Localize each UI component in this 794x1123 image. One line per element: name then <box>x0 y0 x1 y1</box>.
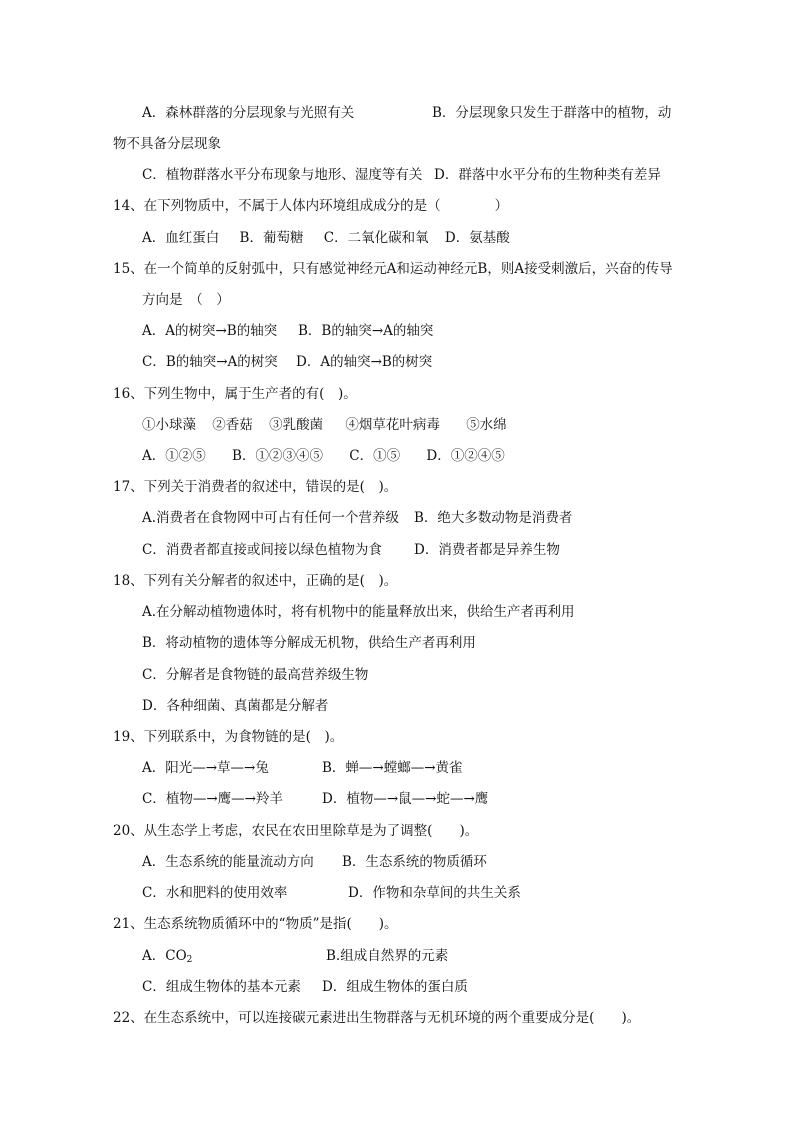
q14-option-d: D．氨基酸 <box>444 230 510 246</box>
q15-stem-line2: 方向是 （ ） <box>142 292 230 308</box>
q15-option-c: C．B的轴突→A的树突 <box>142 354 278 370</box>
q18-option-d: D．各种细菌、真菌都是分解者 <box>142 698 329 714</box>
q14-stem: 14、在下列物质中，不属于人体内环境组成成分的是（ ） <box>113 198 509 214</box>
q16-item-5: ⑤水绵 <box>466 417 507 433</box>
q13-option-c: C．植物群落水平分布现象与地形、湿度等有关 <box>142 167 423 183</box>
q17-option-a: A.消费者在食物网中可占有任何一个营养级 <box>142 510 400 526</box>
q16-option-a: A．①②⑤ <box>142 448 206 464</box>
q17-option-d: D．消费者都是异养生物 <box>414 542 560 558</box>
q18-option-b: B．将动植物的遗体等分解成无机物，供给生产者再利用 <box>142 635 476 651</box>
q21-option-d: D．组成生物体的蛋白质 <box>322 979 468 995</box>
q19-option-d: D．植物—→鼠—→蛇—→鹰 <box>322 791 489 807</box>
q17-option-c: C．消费者都直接或间接以绿色植物为食 <box>142 542 382 558</box>
q16-option-b: B．①②③④⑤ <box>232 448 323 464</box>
q17-stem: 17、下列关于消费者的叙述中，错误的是( )。 <box>113 479 398 495</box>
q14-option-a: A．血红蛋白 <box>142 230 220 246</box>
q21-option-a-text: A．CO <box>142 948 187 964</box>
q16-item-1: ①小球藻 <box>142 417 196 433</box>
q19-option-c: C．植物—→鹰—→羚羊 <box>142 791 283 807</box>
q20-option-c: C．水和肥料的使用效率 <box>142 885 288 901</box>
q15-option-a: A．A的树突→B的轴突 <box>142 323 278 339</box>
q15-option-b: B．B的轴突→A的轴突 <box>298 323 434 339</box>
q16-item-4: ④烟草花叶病毒 <box>345 417 440 433</box>
q13-option-b-line1: B．分层现象只发生于群落中的植物，动 <box>432 105 672 121</box>
q21-option-b: B.组成自然界的元素 <box>326 948 449 964</box>
q21-stem: 21、生态系统物质循环中的“物质”是指( )。 <box>113 916 398 932</box>
q16-stem: 16、下列生物中，属于生产者的有( )。 <box>113 386 357 402</box>
q16-item-2: ②香菇 <box>212 417 253 433</box>
q16-option-c: C．①⑤ <box>349 448 401 464</box>
q19-option-a: A．阳光—→草—→兔 <box>142 760 269 776</box>
q18-option-a: A.在分解动植物遗体时，将有机物中的能量释放出来，供给生产者再利用 <box>142 604 575 620</box>
q15-stem-line1: 15、在一个简单的反射弧中，只有感觉神经元A和运动神经元B，则A接受刺激后，兴奋的传导 <box>113 261 673 277</box>
q19-stem: 19、下列联系中，为食物链的是( )。 <box>113 729 344 745</box>
q21-option-a-subscript: 2 <box>186 955 193 965</box>
q13-option-b-line2: 物不具备分层现象 <box>113 136 221 152</box>
q22-stem: 22、在生态系统中，可以连接碳元素进出生物群落与无机环境的两个重要成分是( )。 <box>113 1010 641 1026</box>
q19-option-b: B．蝉—→螳螂—→黄雀 <box>322 760 463 776</box>
q16-option-d: D．①②④⑤ <box>426 448 505 464</box>
q14-options <box>142 229 510 247</box>
q13-option-a: A．森林群落的分层现象与光照有关 <box>142 105 355 121</box>
q20-option-d: D．作物和杂草间的共生关系 <box>348 885 521 901</box>
q14-option-b: B．葡萄糖 <box>239 230 304 246</box>
q21-option-a <box>142 947 192 969</box>
q16-options <box>142 447 505 465</box>
q18-stem: 18、下列有关分解者的叙述中，正确的是( )。 <box>113 573 398 589</box>
q16-items <box>142 416 507 434</box>
q15-option-d: D．A的轴突→B的树突 <box>296 354 433 370</box>
q20-option-a: A．生态系统的能量流动方向 <box>142 854 314 870</box>
q21-option-c: C．组成生物体的基本元素 <box>142 979 301 995</box>
q13-option-d: D．群落中水平分布的生物种类有差异 <box>434 167 661 183</box>
q17-option-b: B．绝大多数动物是消费者 <box>414 510 573 526</box>
q18-option-c: C．分解者是食物链的最高营养级生物 <box>142 667 369 683</box>
q16-item-3: ③乳酸菌 <box>269 417 324 433</box>
q20-option-b: B．生态系统的物质循环 <box>342 854 487 870</box>
q14-option-c: C．二氧化碳和氧 <box>323 230 429 246</box>
q20-stem: 20、从生态学上考虑，农民在农田里除草是为了调整( )。 <box>113 823 479 839</box>
